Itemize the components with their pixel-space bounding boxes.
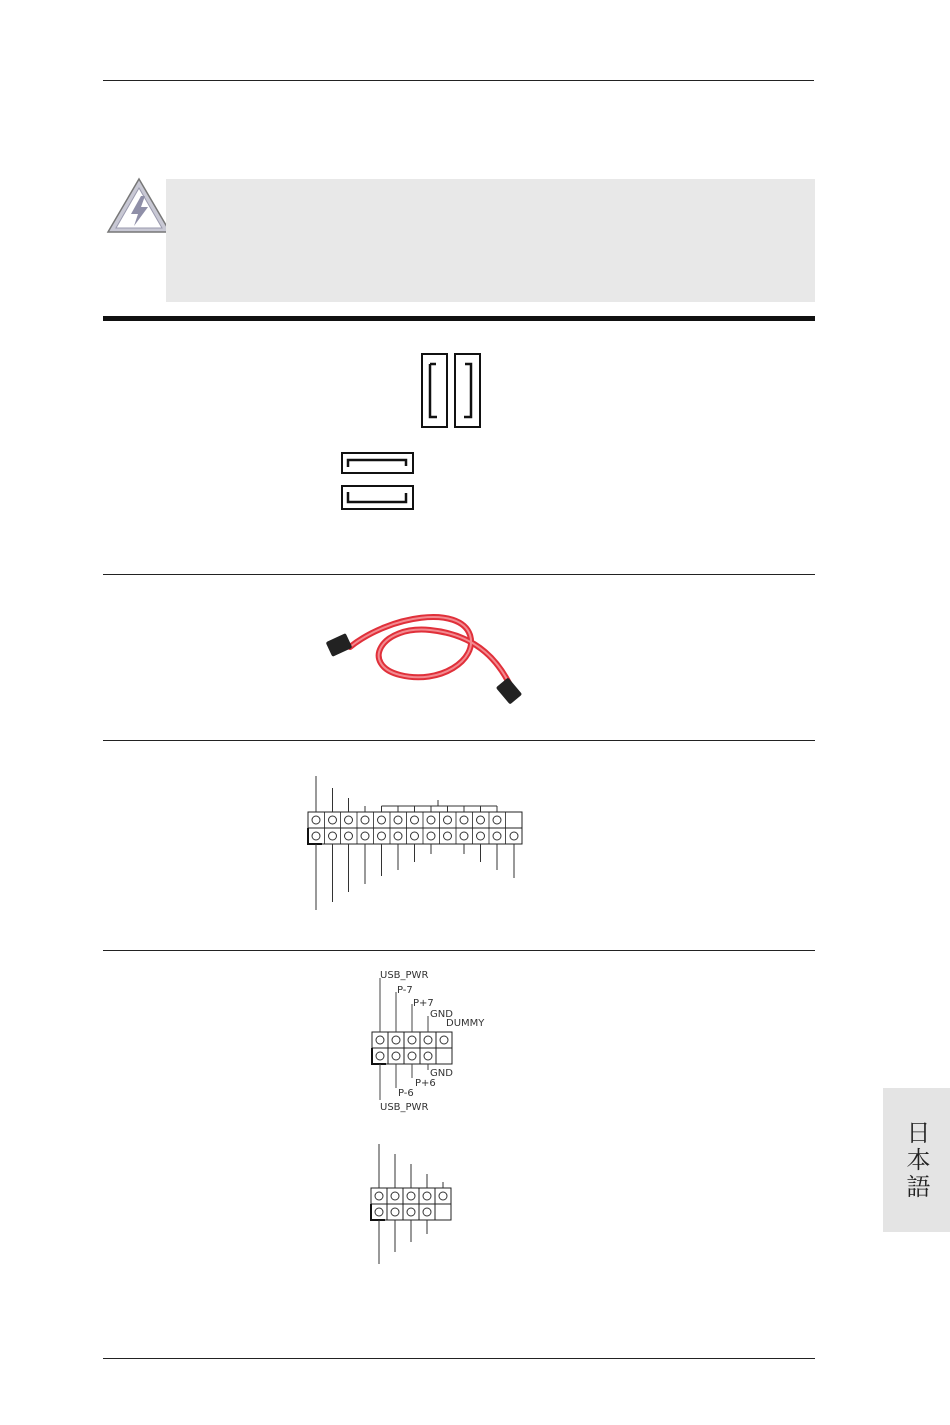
usb-header-diagram-2: [365, 1140, 465, 1270]
usb-pin-label: GND: [430, 1009, 453, 1020]
warning-triangle-icon: [104, 176, 174, 236]
warning-note-panel: [166, 179, 815, 302]
bottom-rule: [103, 1358, 815, 1359]
usb-pin-label: P-7: [397, 985, 413, 996]
front-panel-header-diagram: [300, 770, 540, 920]
usb-header-diagram: [360, 970, 480, 1110]
section-rule-1: [103, 574, 815, 575]
usb-pin-label: DUMMY: [446, 1018, 485, 1029]
section-rule-2: [103, 740, 815, 741]
usb-pin-label: P+6: [415, 1078, 436, 1089]
usb-pin-label: USB_PWR: [380, 1102, 429, 1113]
top-rule: [103, 80, 814, 81]
sata-cable-photo: [320, 605, 540, 715]
usb-pin-label: P+7: [413, 998, 434, 1009]
section-rule-3: [103, 950, 815, 951]
sata-connector-horizontal-icon: [340, 451, 420, 511]
section-heavy-rule: [103, 316, 815, 321]
sata-connector-icon: [420, 352, 500, 432]
language-tab: [883, 1088, 950, 1232]
usb-pin-label: GND: [430, 1068, 453, 1079]
language-tab-label: 日本語: [902, 1119, 930, 1201]
usb-pin-label: P-6: [398, 1088, 414, 1099]
usb-pin-label: USB_PWR: [380, 970, 429, 981]
